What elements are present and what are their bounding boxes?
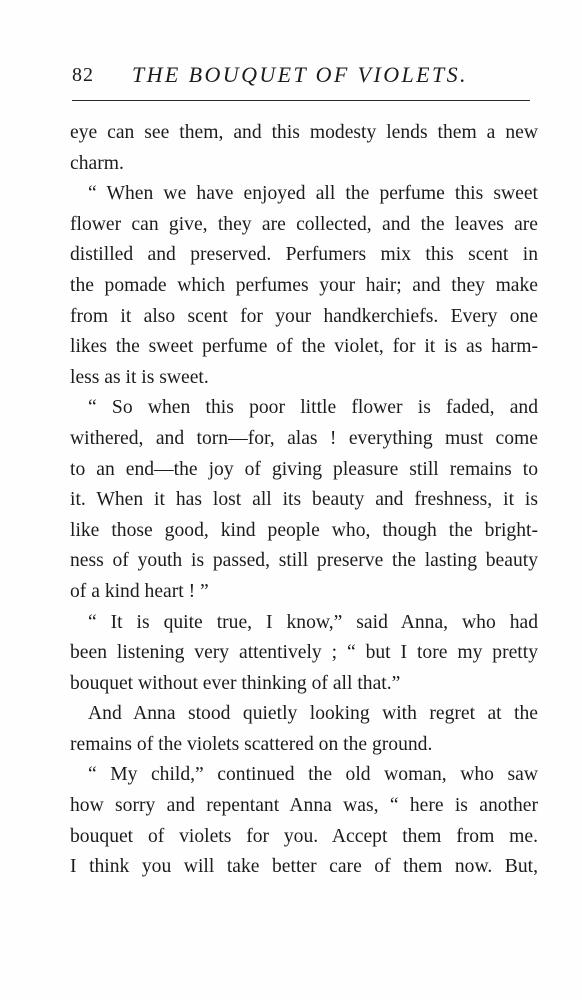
body-text [70,118,538,883]
text-line: withered, and torn—for, alas ! everything must come [70,427,538,449]
text-line: I think you will take better care of them now. But, [70,856,538,878]
header-rule [72,100,530,101]
text-line: flower can give, they are collected, and the leaves are [70,213,538,235]
text-line: “ My child,” continued the old woman, who saw [88,764,538,786]
text-line: of a kind heart ! ” [70,580,209,602]
text-line: how sorry and repentant Anna was, “ here is another [70,795,538,817]
text-line: ness of youth is passed, still preserve the lasting beauty [70,550,538,572]
text-line: “ When we have enjoyed all the perfume this sweet [88,183,538,205]
text-line: likes the sweet perfume of the violet, for it is as harm- [70,336,538,358]
running-title: THE BOUQUET OF VIOLETS. [132,62,468,87]
page-number: 82 [72,64,94,86]
text-line: “ It is quite true, I know,” said Anna, who had [88,611,538,633]
text-line: been listening very attentively ; “ but I tore my pretty [70,642,538,664]
text-line: like those good, kind people who, though the bright- [70,519,538,541]
text-line: it. When it has lost all its beauty and freshness, it is [70,489,538,511]
text-line: from it also scent for your handkerchiefs. Every one [70,305,538,327]
text-line: eye can see them, and this modesty lends them a new [70,122,538,143]
text-line: bouquet without ever thinking of all that.” [70,672,401,694]
text-line: distilled and preserved. Perfumers mix this scent in [70,244,538,266]
text-line: charm. [70,152,124,174]
text-line: the pomade which perfumes your hair; and they make [70,274,538,296]
text-line: to an end—the joy of giving pleasure still remains to [70,458,538,480]
text-line: bouquet of violets for you. Accept them from me. [70,825,538,847]
text-line: “ So when this poor little flower is faded, and [88,397,538,419]
text-line: less as it is sweet. [70,366,209,388]
page-header [68,60,530,92]
text-line: And Anna stood quietly looking with regret at the [88,703,538,725]
text-line: remains of the violets scattered on the ground. [70,733,433,755]
